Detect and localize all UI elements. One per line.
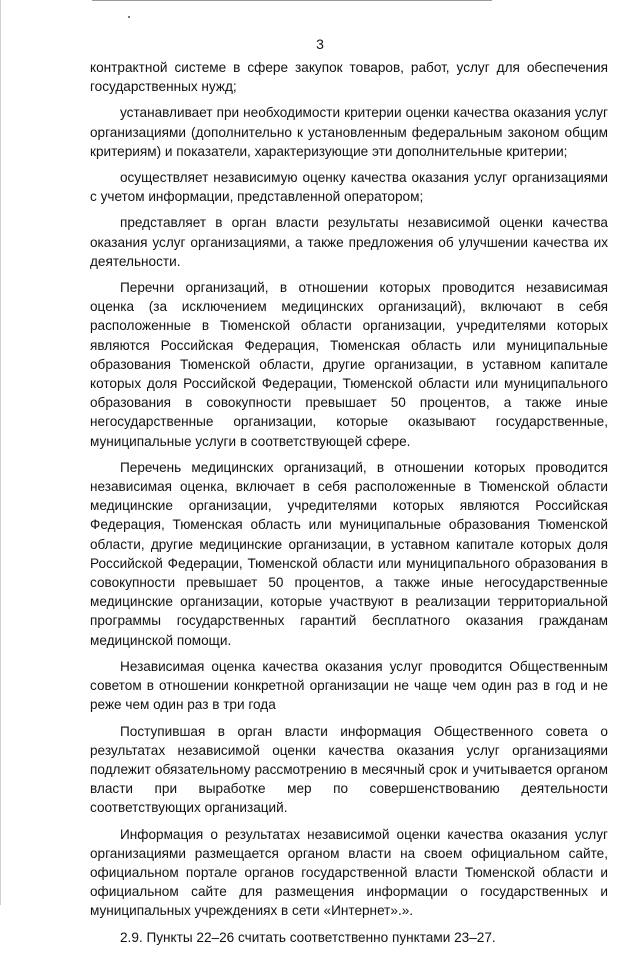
- paragraph-publication: Информация о результатах независимой оценки качества оказания услуг организациями размещается органом власти на своем официальном сайте, официальном портале органов государственной власти Тюменской области и официальном сайте для размещения информации о государственных и муниципальных учреждениях в сети «Интернет».».: [90, 826, 608, 919]
- paragraph-results: представляет в орган власти результаты независимой оценки качества оказания услуг организациями, а также предложения об улучшении качества их деятельности.: [90, 215, 608, 269]
- paragraph-review: Поступившая в орган власти информация Общественного совета о результатах независимой оценки качества оказания услуг организациями подлежит обязательному рассмотрению в месячный срок и учитывается органом власти при выработке мер по совершенствованию деятельности соответствующих организаций.: [90, 723, 608, 816]
- paragraph-organization-lists: Перечни организаций, в отношении которых проводится независимая оценка (за исключением медицинских организаций), включают в себя расположенные в Тюменской области организации, учредителями которых являются Российская Федерация, Тюменская область или муниципальные образования Тюменской области, другие организации, в уставном капитале которых доля Российской Федерации, Тюменской области или муниципального образования в совокупности превышает 50 процентов, а также иные негосударственные организации, которые оказывают государственные, муниципальные услуги в соответствующей сфере.: [90, 280, 608, 449]
- document-body: [90, 58, 608, 954]
- top-rule: [92, 0, 492, 4]
- paragraph-continuation: контрактной системе в сфере закупок товаров, работ, услуг для обеспечения государственных нужд;: [90, 60, 608, 95]
- scan-speck: [128, 16, 130, 18]
- paragraph-renumbering: 2.9. Пункты 22–26 считать соответственно пунктами 23–27.: [120, 929, 496, 945]
- scan-edge: [0, 0, 1, 905]
- paragraph-assessment: осуществляет независимую оценку качества оказания услуг организациями с учетом информации, представленной оператором;: [90, 170, 608, 205]
- paragraph-frequency: Независимая оценка качества оказания услуг проводится Общественным советом в отношении конкретной организации не чаще чем один раз в год и не реже чем один раз в три года: [90, 658, 608, 713]
- paragraph-medical-organizations: Перечень медицинских организаций, в отношении которых проводится независимая оценка, включает в себя расположенные в Тюменской области медицинские организации, учредителями которых являются Российская Федерация, Тюменская область или муниципальные образования Тюменской области, другие медицинские организации, в уставном капитале которых доля Российской Федерации, Тюменской области или муниципального образования в совокупности превышает 50 процентов, а также иные негосударственные медицинские организации, которые участвуют в реализации территориальной программы государственных гарантий бесплатного оказания гражданам медицинской помощи.: [90, 459, 608, 648]
- paragraph-criteria: устанавливает при необходимости критерии оценки качества оказания услуг организациями (дополнительно к установленным федеральным законом общим критериям) и показатели, характеризующие эти дополнительные критерии;: [90, 105, 608, 159]
- page-number: 3: [316, 36, 324, 52]
